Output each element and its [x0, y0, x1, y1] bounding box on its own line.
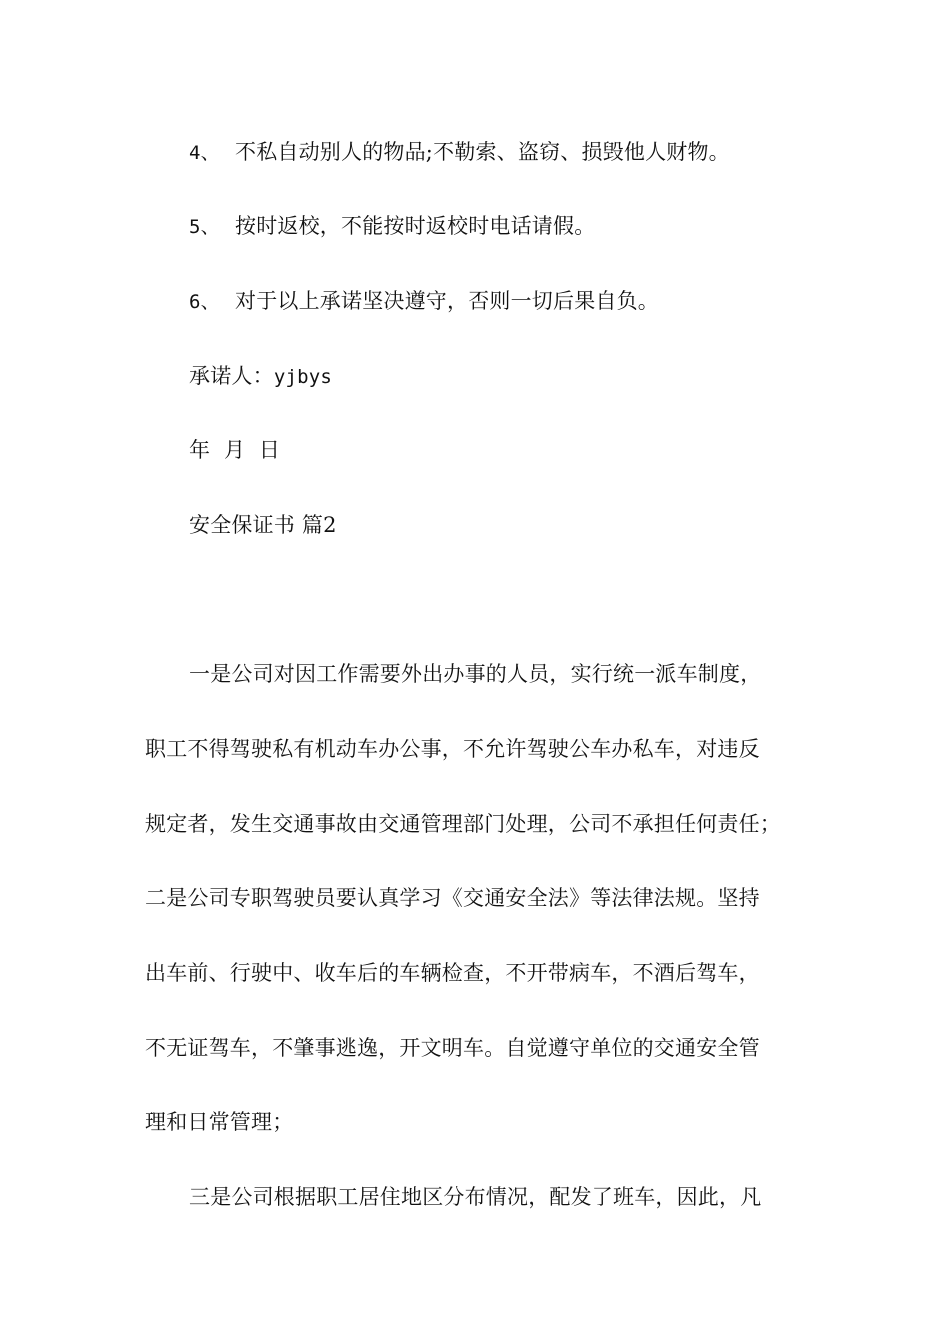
body-line: 职工不得驾驶私有机动车办公事，不允许驾驶公车办私车，对违反 [145, 737, 760, 761]
body-line: 一是公司对因工作需要外出办事的人员，实行统一派车制度， [189, 662, 762, 686]
body-line: 规定者，发生交通事故由交通管理部门处理，公司不承担任何责任； [145, 812, 781, 836]
list-number: 4、 [189, 142, 220, 164]
list-text: 不私自动别人的物品;不勒索、盗窃、损毁他人财物。 [235, 140, 730, 164]
body-line: 出车前、行驶中、收车后的车辆检查，不开带病车，不酒后驾车， [145, 961, 760, 985]
date-line: 年 月 日 [189, 438, 281, 462]
list-item-6 [189, 287, 659, 316]
body-line: 不无证驾车，不肇事逃逸，开文明车。自觉遵守单位的交通安全管 [145, 1036, 760, 1060]
section-title-text: 安全保证书 [189, 513, 295, 537]
signature-label: 承诺人： [189, 364, 274, 388]
body-line: 理和日常管理； [145, 1110, 294, 1134]
list-number: 6、 [189, 291, 220, 313]
signature-line [189, 362, 332, 391]
list-item-5 [189, 212, 595, 241]
body-line: 三是公司根据职工居住地区分布情况，配发了班车，因此，凡 [189, 1185, 762, 1209]
list-number: 5、 [189, 216, 220, 238]
body-line: 二是公司专职驾驶员要认真学习《交通安全法》等法律法规。坚持 [145, 886, 760, 910]
list-text: 对于以上承诺坚决遵守，否则一切后果自负。 [235, 289, 659, 313]
list-text: 按时返校，不能按时返校时电话请假。 [235, 214, 596, 238]
signature-name: yjbys [273, 366, 333, 388]
section-part: 篇2 [301, 513, 337, 537]
list-item-4 [189, 138, 730, 167]
section-title [189, 511, 337, 539]
